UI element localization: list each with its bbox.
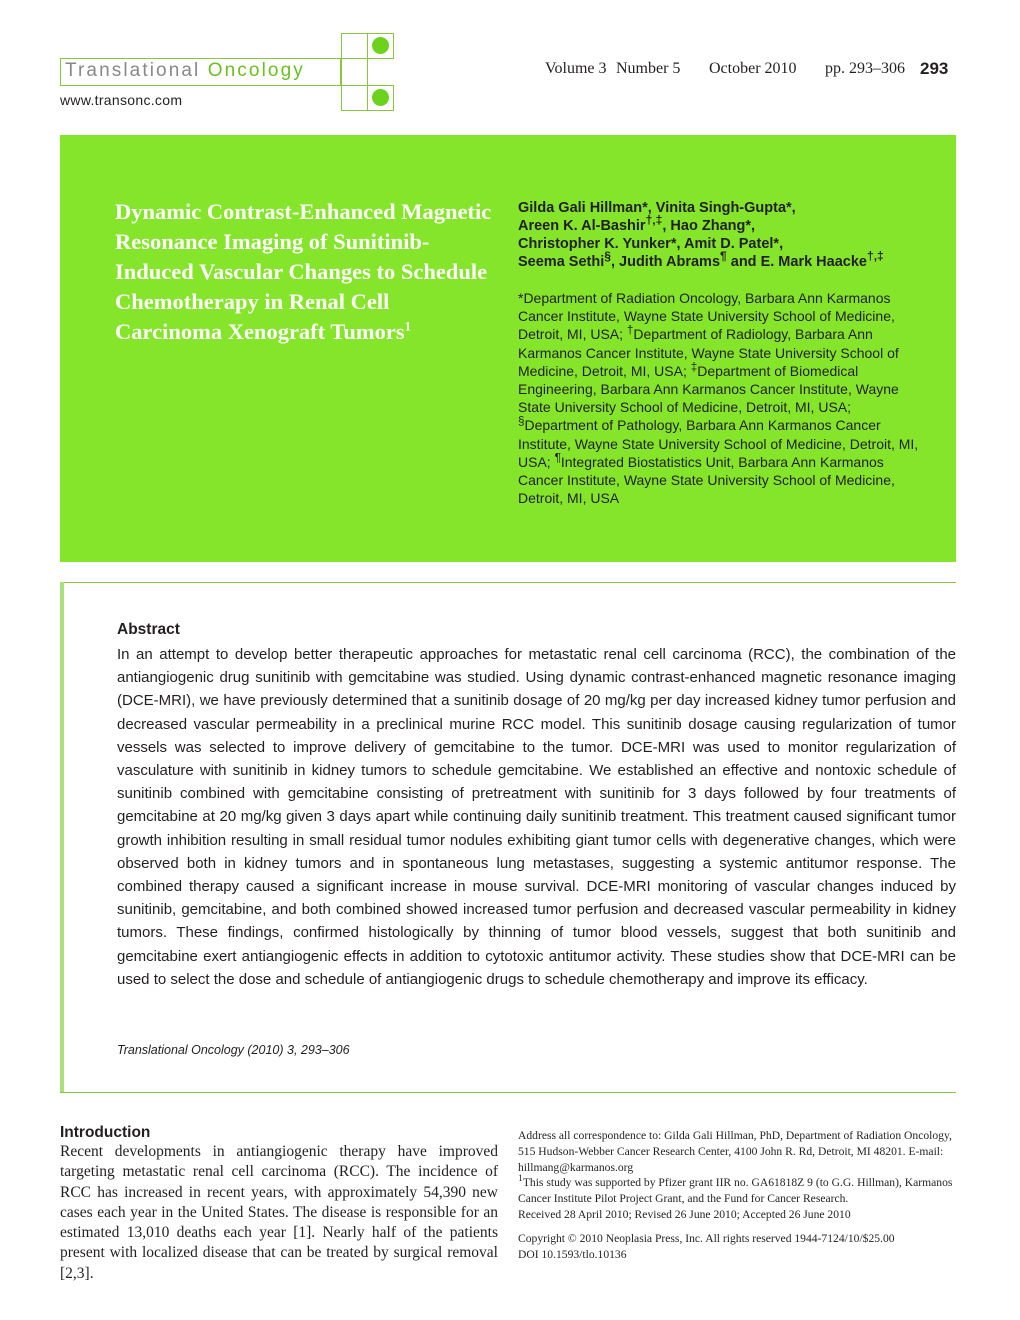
issue-number: Number 5 — [616, 60, 681, 77]
abstract-bottom-rule — [60, 1092, 956, 1093]
article-title: Dynamic Contrast-Enhanced Magnetic Resonance Imaging of Sunitinib-Induced Vascular Changes to Schedule Chemotherapy in Renal Cell Carcinoma Xenograft Tumors$^1$ — [115, 199, 492, 344]
footnotes-block — [518, 1128, 958, 1223]
support-note: $^1$This study was supported by Pfizer grant IIR no. GA61818Z 9 (to G.G. Hillman), Karmanos Cancer Institute Pilot Project Grant, and the Fund for Cancer Research. — [518, 1173, 953, 1206]
journal-name-part1: Translational — [65, 60, 201, 81]
journal-name-part2: Oncology — [207, 60, 305, 81]
copyright-line: Copyright © 2010 Neoplasia Press, Inc. All rights reserved 1944-7124/10/$25.00 — [518, 1232, 895, 1245]
affiliations: *Department of Radiation Oncology, Barbara Ann Karmanos Cancer Institute, Wayne State University School of Medicine, Detroit, MI, USA; †Department of Radiology, Barbara Ann Karmanos Cancer Institute, Wayne State University School of Medicine, Detroit, MI, USA; ‡Department of Biomedical Engineering, Barbara Ann Karmanos Cancer Institute, Wayne State University School of Medicine, Detroit, MI, USA; §Department of Pathology, Barbara Ann Karmanos Cancer Institute, Wayne State University School of Medicine, Detroit, MI, USA; ¶Integrated Biostatistics Unit, Barbara Ann Karmanos Cancer Institute, Wayne State University School of Medicine, Detroit, MI, USA — [518, 290, 919, 507]
title-footnote-mark[interactable]: 1 — [404, 318, 412, 334]
author-list: Gilda Gali Hillman*, Vinita Singh-Gupta*, Areen K. Al-Bashir†,‡, Hao Zhang*, Christopher K. Yunker*, Amit D. Patel*, Seema Sethi§, Judith Abrams¶ and E. Mark Haacke†,‡ — [518, 200, 884, 270]
abstract-left-rule — [60, 582, 64, 1092]
issue-pages: pp. 293–306 — [825, 60, 905, 77]
logo-grid-icon — [341, 33, 394, 111]
journal-website-link[interactable]: www.transonc.com — [60, 92, 183, 108]
correspondence-note: Address all correspondence to: Gilda Gali Hillman, PhD, Department of Radiation Oncology, 515 Hudson-Webber Cancer Research Center, 4100 John R. Rd, Detroit, MI 48201. E-mail: hillmang@karmanos.org — [518, 1129, 952, 1174]
abstract-citation: Translational Oncology (2010) 3, 293–306 — [117, 1043, 350, 1057]
abstract-body: In an attempt to develop better therapeutic approaches for metastatic renal cell carcinoma (RCC), the combination of the antiangiogenic drug sunitinib with gemcitabine was studied. Using dynamic contrast-enhanced magnetic resonance imaging (DCE-MRI), we have previously determined that a sunitinib dosage of 20 mg/kg per day increased kidney tumor perfusion and decreased vascular permeability in a preclinical murine RCC model. This sunitinib dosage causing regularization of tumor vessels was selected to improve delivery of gemcitabine to the tumor. DCE-MRI was used to monitor regularization of vasculature with sunitinib in kidney tumors to schedule gemcitabine. We established an effective and nontoxic schedule of sunitinib combined with gemcitabine consisting of pretreatment with sunitinib for 3 days followed by four treatments of gemcitabine at 20 mg/kg given 3 days apart while continuing daily sunitinib treatment. This treatment caused significant tumor growth inhibition resulting in small residual tumor nodules exhibiting giant tumor cells with degenerative changes, which were observed both in kidney tumors and in spontaneous lung metastases, suggesting a systemic antitumor response. The combined therapy caused a significant increase in mouse survival. DCE-MRI monitoring of vascular changes induced by sunitinib, gemcitabine, and both combined showed increased tumor perfusion and decreased vascular permeability in kidney tumors. These findings, confirmed histologically by thinning of tumor blood vessels, suggest that both sunitinib and gemcitabine exert antiangiogenic effects in addition to cytotoxic antitumor activity. These studies show that DCE-MRI can be used to select the dose and schedule of antiangiogenic drugs to schedule chemotherapy and improve its efficacy. — [117, 646, 956, 988]
page-number: 293 — [920, 59, 949, 78]
issue-date: October 2010 — [709, 60, 797, 77]
received-dates: Received 28 April 2010; Revised 26 June 2010; Accepted 26 June 2010 — [518, 1207, 851, 1221]
introduction-body: Recent developments in antiangiogenic therapy have improved targeting metastatic renal cell carcinoma (RCC). The incidence of RCC has increased in recent years, with approximately 54,390 new cases each year in the United States. The disease is responsible for an estimated 13,010 deaths each year [1]. Nearly half of the patients present with localized disease that can be treated by surgical removal [2,3]. — [60, 1143, 498, 1282]
doi-link[interactable]: DOI 10.1593/tlo.10136 — [518, 1247, 627, 1261]
abstract-heading: Abstract — [117, 621, 180, 638]
issue-volume: Volume 3 — [545, 60, 607, 77]
copyright-block — [518, 1231, 958, 1263]
journal-logo — [65, 60, 305, 82]
abstract-top-rule — [60, 582, 956, 583]
introduction-heading: Introduction — [60, 1124, 151, 1141]
